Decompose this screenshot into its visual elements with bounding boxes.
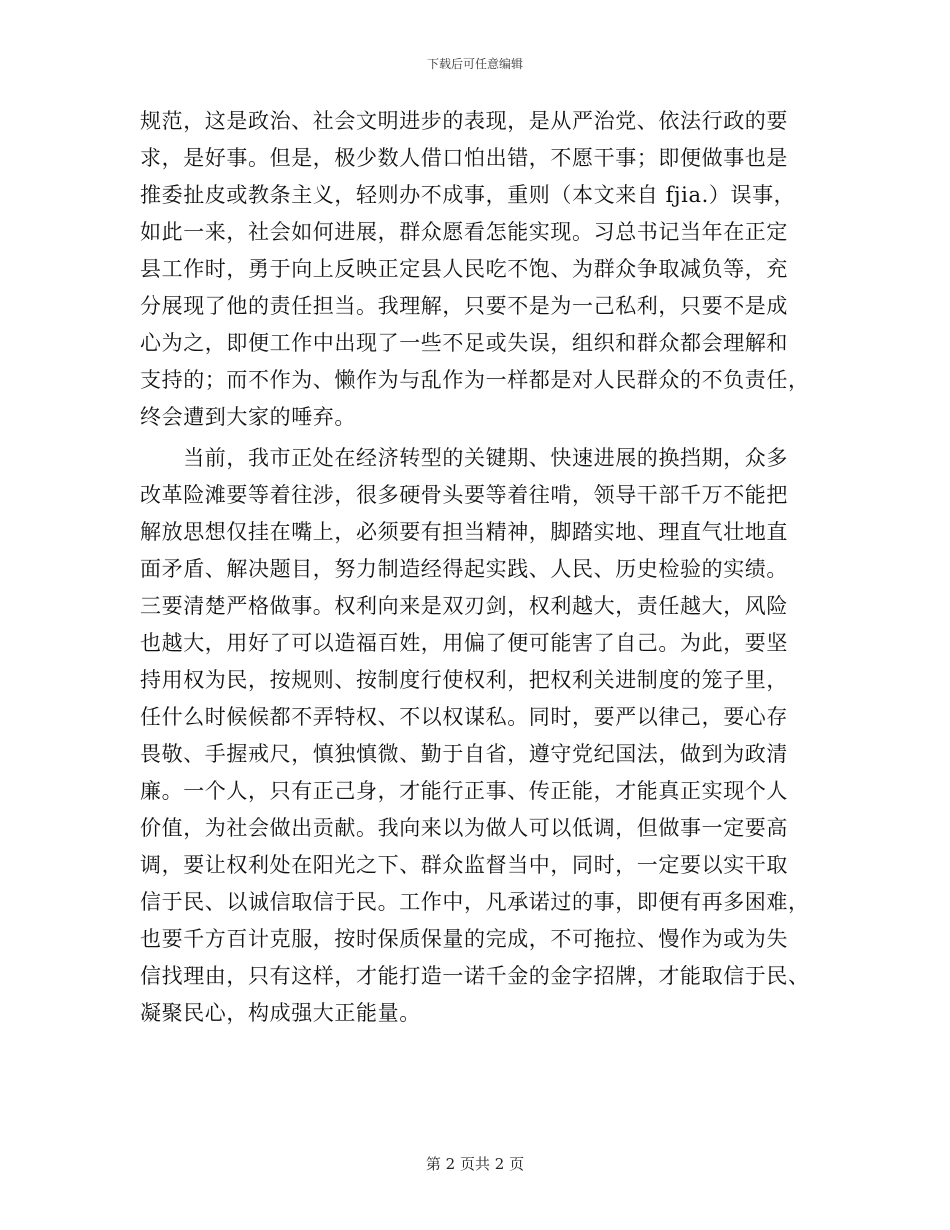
text-line: 终会遭到大家的唾弃。 bbox=[140, 405, 356, 429]
text-line: 如此一来，社会如何进展，群众愿看怎能实现。习总书记当年在正定 bbox=[140, 220, 788, 244]
text-line: 任什么时候候都不弄特权、不以权谋私。同时，要严以律己，要心存 bbox=[140, 705, 788, 729]
text-line: 凝聚民心，构成强大正能量。 bbox=[140, 1001, 421, 1025]
text-line: 分展现了他的责任担当。我理解，只要不是为一己私利，只要不是成 bbox=[140, 294, 788, 318]
text-line: 规范，这是政治、社会文明进步的表现，是从严治党、依法行政的要 bbox=[140, 109, 788, 133]
text-line: 持用权为民，按规则、按制度行使权利，把权利关进制度的笼子里， bbox=[140, 668, 788, 692]
text-line: 心为之，即便工作中出现了一些不足或失误，组织和群众都会理解和 bbox=[140, 331, 788, 355]
text-line: 畏敬、手握戒尺，慎独慎微、勤于自省，遵守党纪国法，做到为政清 bbox=[140, 742, 788, 766]
page-number-footer: 第 2 页共 2 页 bbox=[425, 1155, 525, 1173]
document-body bbox=[140, 103, 808, 1032]
text-line: 解放思想仅挂在嘴上，必须要有担当精神，脚踏实地、理直气壮地直 bbox=[140, 520, 788, 544]
page-header: 下载后可任意编辑 bbox=[426, 57, 523, 71]
text-line: 信找理由，只有这样，才能打造一诺千金的金字招牌，才能取信于民、 bbox=[140, 964, 810, 988]
text-line: 也要千方百计克服，按时保质保量的完成，不可拖拉、慢作为或为失 bbox=[140, 927, 788, 951]
text-line: 廉。一个人，只有正己身，才能行正事、传正能，才能真正实现个人 bbox=[140, 779, 788, 803]
text-line: 三要清楚严格做事。权利向来是双刃剑，权利越大，责任越大，风险 bbox=[140, 594, 788, 618]
text-line: 面矛盾、解决题目，努力制造经得起实践、人民、历史检验的实绩。 bbox=[140, 557, 788, 581]
text-line: 当前，我市正处在经济转型的关键期、快速进展的换挡期，众多 bbox=[140, 446, 788, 470]
text-line: 改革险滩要等着往涉，很多硬骨头要等着往啃，领导干部千万不能把 bbox=[140, 483, 788, 507]
text-line: 县工作时，勇于向上反映正定县人民吃不饱、为群众争取减负等，充 bbox=[140, 257, 788, 281]
text-line: 调，要让权利处在阳光之下、群众监督当中，同时，一定要以实干取 bbox=[140, 853, 788, 877]
text-line: 也越大，用好了可以造福百姓，用偏了便可能害了自己。为此，要坚 bbox=[140, 631, 788, 655]
text-line: 信于民、以诚信取信于民。工作中，凡承诺过的事，即便有再多困难， bbox=[140, 890, 810, 914]
paragraph-2 bbox=[140, 440, 808, 1032]
text-line: 支持的；而不作为、懒作为与乱作为一样都是对人民群众的不负责任， bbox=[140, 368, 810, 392]
text-line: 价值，为社会做出贡献。我向来以为做人可以低调，但做事一定要高 bbox=[140, 816, 788, 840]
text-line: 求，是好事。但是，极少数人借口怕出错，不愿干事；即便做事也是 bbox=[140, 146, 788, 170]
paragraph-1 bbox=[140, 103, 808, 436]
text-line: 推委扯皮或教条主义，轻则办不成事，重则（本文来自 fjia.）误事， bbox=[140, 183, 796, 207]
